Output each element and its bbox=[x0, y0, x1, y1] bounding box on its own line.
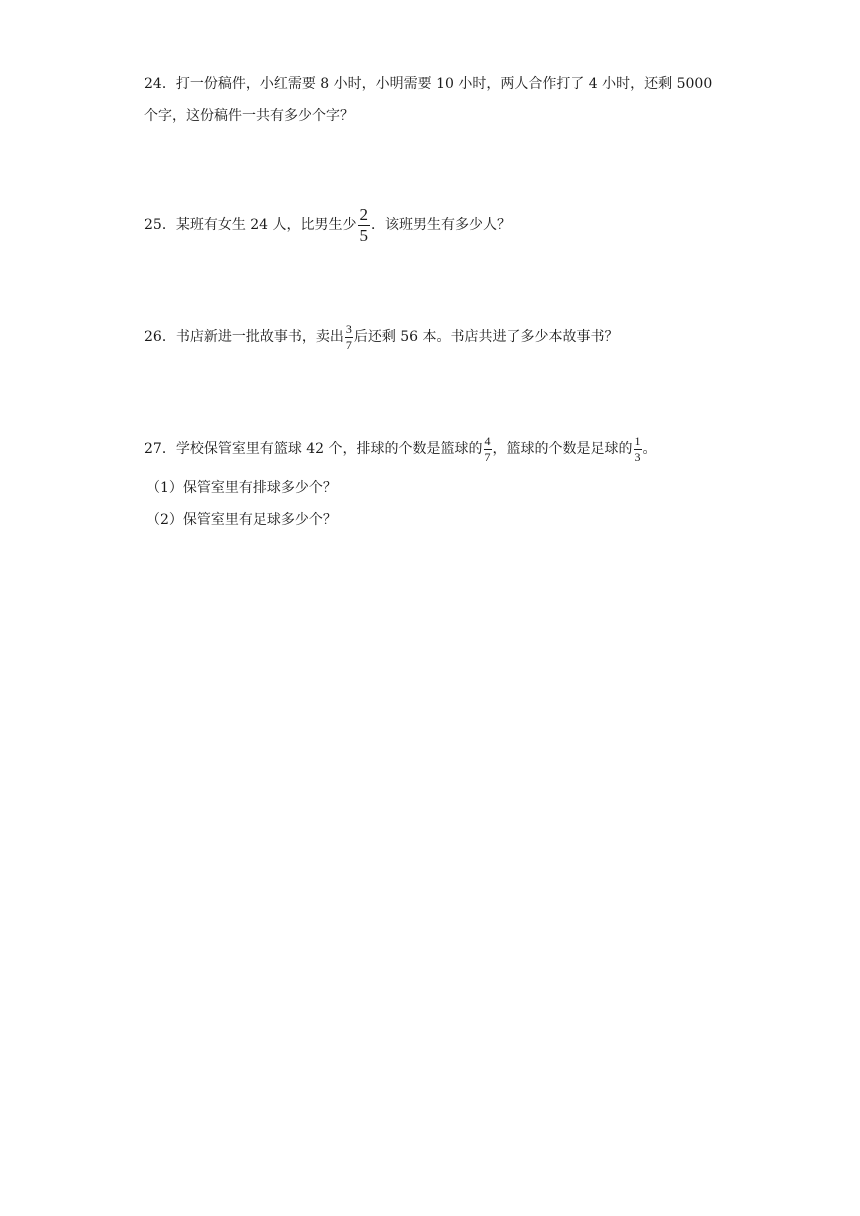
fraction-numerator: 1 bbox=[634, 433, 641, 448]
question-26-text-after: 后还剩 56 本。书店共进了多少本故事书？ bbox=[353, 329, 619, 345]
question-27-sub-1: （1）保管室里有排球多少个？ bbox=[146, 480, 337, 496]
question-24-line-2 bbox=[144, 106, 354, 126]
fraction-denominator: 7 bbox=[484, 449, 491, 464]
question-24-text-line-2: 个字，这份稿件一共有多少个字？ bbox=[144, 108, 354, 124]
question-24-text-line-1: 打一份稿件，小红需要 8 小时，小明需要 10 小时，两人合作打了 4 小时，还剩 5000 bbox=[175, 76, 713, 92]
fraction-numerator: 3 bbox=[345, 321, 352, 336]
question-25-fraction bbox=[358, 206, 371, 245]
question-27-text-middle: ，篮球的个数是足球的 bbox=[492, 441, 633, 457]
question-27-text-before: 学校保管室里有篮球 42 个，排球的个数是篮球的 bbox=[175, 441, 483, 457]
question-25 bbox=[144, 204, 511, 246]
question-27-text-after: 。 bbox=[642, 441, 657, 457]
question-26-fraction bbox=[345, 323, 353, 351]
question-25-text-before: 某班有女生 24 人，比男生少 bbox=[175, 217, 357, 233]
fraction-denominator: 5 bbox=[359, 225, 369, 245]
fraction-numerator: 2 bbox=[359, 204, 369, 224]
question-27 bbox=[144, 430, 657, 468]
fraction-denominator: 3 bbox=[634, 449, 641, 464]
question-26 bbox=[144, 318, 619, 356]
fraction-denominator: 7 bbox=[345, 337, 352, 352]
question-25-text-after: ．该班男生有多少人？ bbox=[371, 217, 512, 233]
question-24-line-1 bbox=[144, 74, 712, 94]
question-27-fraction-1 bbox=[484, 435, 492, 463]
question-26-number: 26． bbox=[144, 329, 176, 345]
question-26-text-before: 书店新进一批故事书，卖出 bbox=[175, 329, 344, 345]
question-27-number: 27． bbox=[144, 441, 176, 457]
fraction-numerator: 4 bbox=[484, 433, 491, 448]
question-27-sub-2: （2）保管室里有足球多少个？ bbox=[146, 512, 337, 528]
question-25-number: 25． bbox=[144, 217, 176, 233]
question-24-number: 24． bbox=[144, 76, 176, 92]
question-27-fraction-2 bbox=[634, 435, 642, 463]
